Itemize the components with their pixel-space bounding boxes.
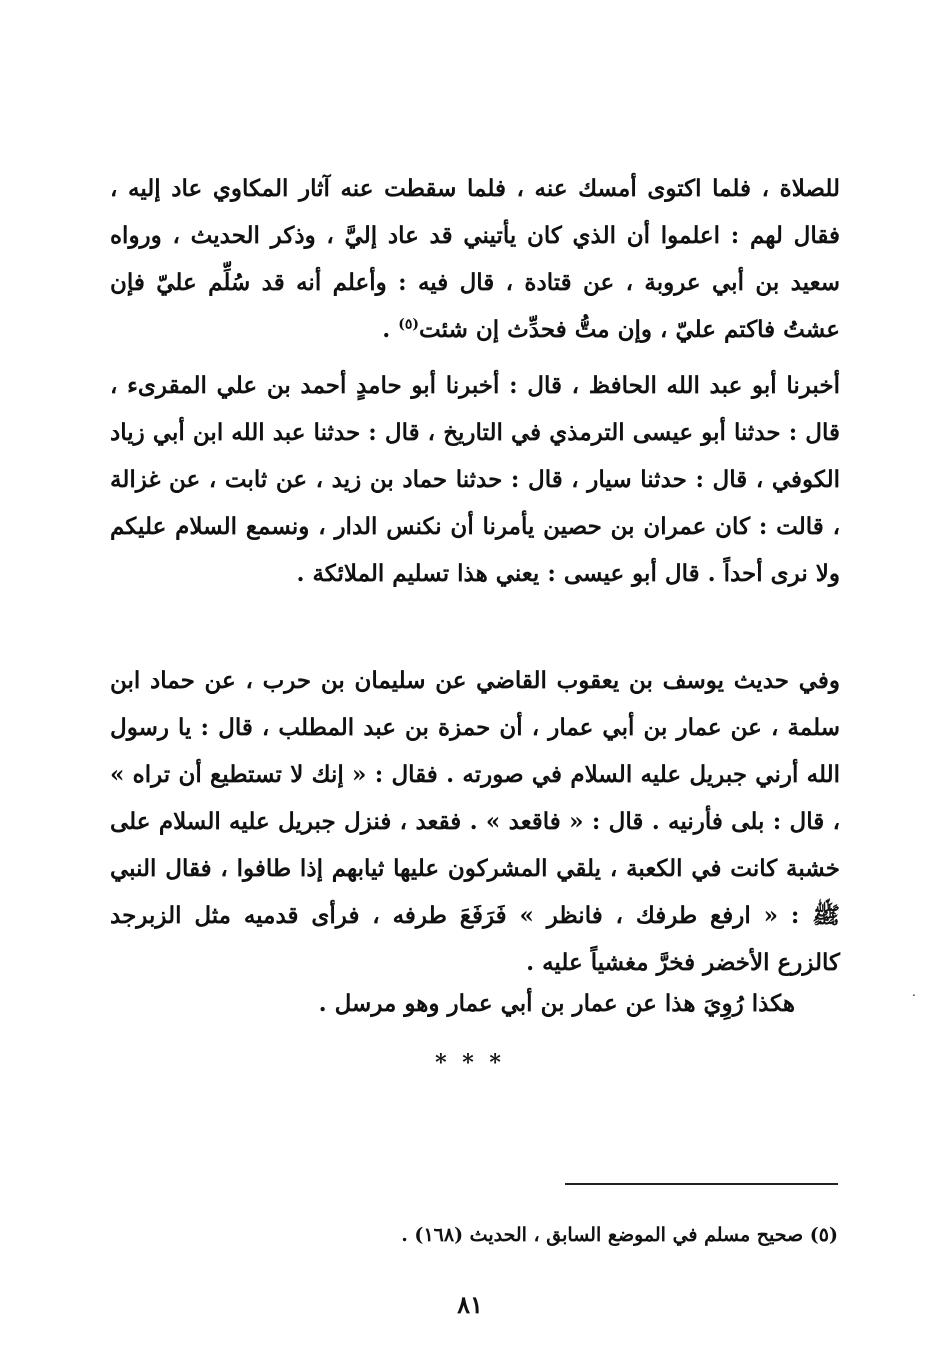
footnote — [110, 1220, 838, 1250]
paragraph-1-body: للصلاة ، فلما اكتوى أمسك عنه ، فلما سقطت عنه آثار المكاوي عاد إليه ، فقال لهم : اعلموا أن الذي كان يأتيني قد عاد إليَّ ، وذكر الحديث ، ورواه سعيد بن أبي عروبة ، عن قتادة ، قال فيه : وأعلم أنه قد سُلِّم عليّ فإن عشتُ فاكتم عليّ ، وإن متُّ فحدِّث إن شئت — [110, 175, 840, 343]
paragraph-3 — [110, 657, 840, 986]
paragraph-4 — [110, 980, 840, 1027]
paragraph-1-text — [110, 165, 840, 353]
paragraph-1-tail: . — [382, 316, 399, 343]
footnote-reference: (٥) — [398, 316, 420, 333]
footnote-divider — [565, 1183, 838, 1185]
paragraph-2 — [110, 362, 840, 597]
section-separator: * * * — [435, 1050, 505, 1076]
paragraph-4-text: هكذا رُوِيَ هذا عن عمار بن أبي عمار وهو مرسل . — [318, 990, 795, 1017]
paragraph-1 — [110, 165, 840, 353]
margin-mark: . — [912, 985, 916, 999]
paragraph-2-text: أخبرنا أبو عبد الله الحافظ ، قال : أخبرنا أبو حامدٍ أحمد بن علي المقرىء ، قال : حدثنا أبو عيسى الترمذي في التاريخ ، قال : حدثنا عبد الله ابن أبي زياد الكوفي ، قال : حدثنا سيار ، قال : حدثنا حماد بن زيد ، عن ثابت ، عن غزالة ، قالت : كان عمران بن حصين يأمرنا أن نكنس الدار ، ونسمع السلام عليكم ولا نرى أحداً . قال أبو عيسى : يعني هذا تسليم الملائكة . — [110, 372, 840, 587]
footnote-text: (٥) صحيح مسلم في الموضع السابق ، الحديث (١٦٨) . — [401, 1224, 838, 1246]
page-number: ٨١ — [457, 1290, 483, 1319]
paragraph-3-text: وفي حديث يوسف بن يعقوب القاضي عن سليمان بن حرب ، عن حماد ابن سلمة ، عن عمار بن أبي عمار ، أن حمزة بن عبد المطلب ، قال : يا رسول الله أرني جبريل عليه السلام في صورته . فقال : « إنك لا تستطيع أن تراه » ، قال : بلى فأرنيه . قال : « فاقعد » . فقعد ، فنزل جبريل عليه السلام على خشبة كانت في الكعبة ، يلقي المشركون عليها ثيابهم إذا طافوا ، فقال النبي ﷺ : « ارفع طرفك ، فانظر » فَرَفَعَ طرفه ، فرأى قدميه مثل الزبرجد كالزرع الأخضر فخرَّ مغشياً عليه . — [110, 667, 840, 976]
